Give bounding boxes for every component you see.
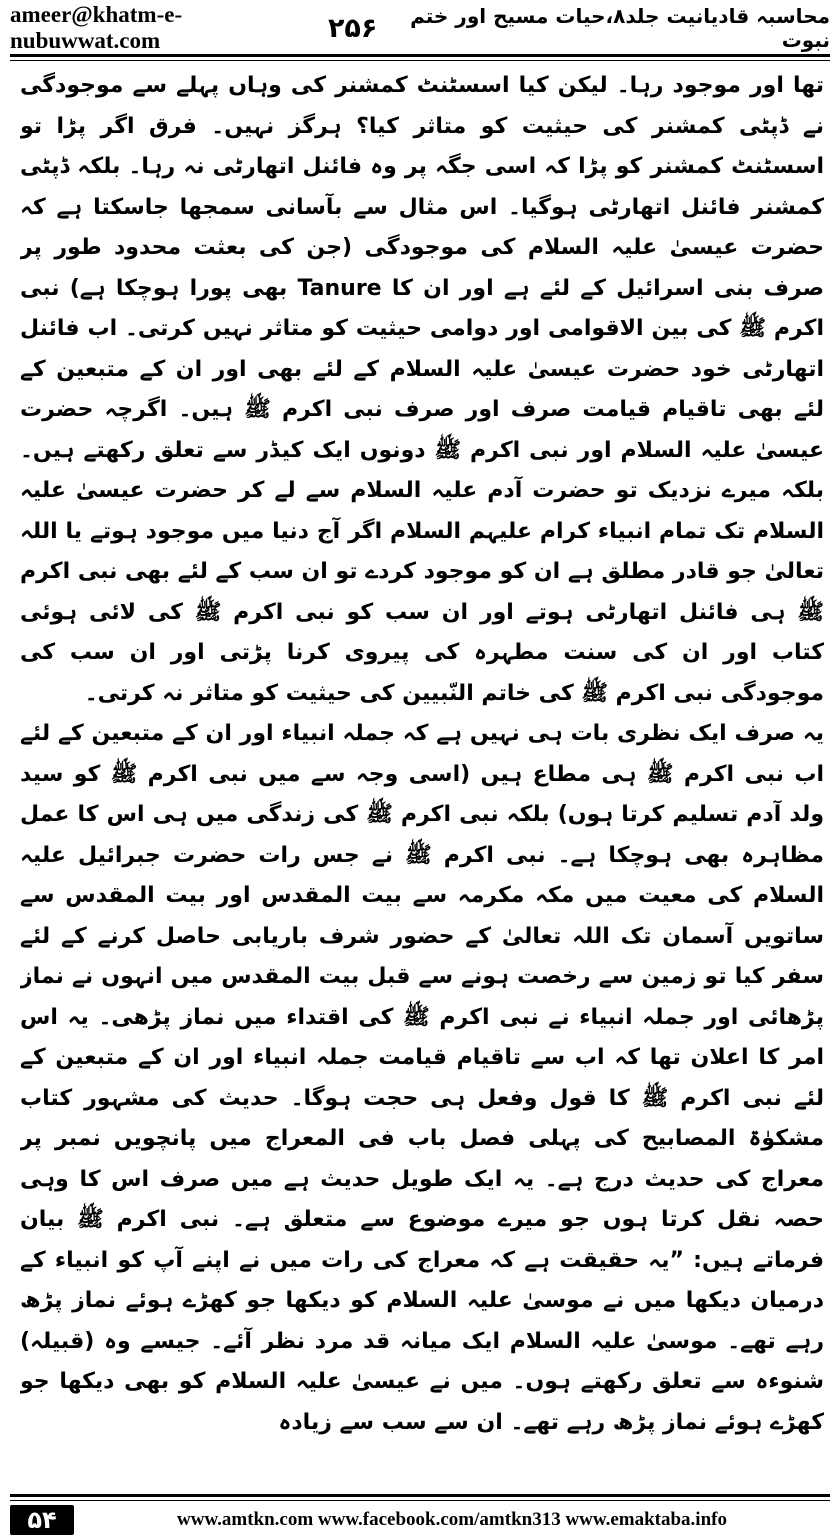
paragraph-2: یہ صرف ایک نظری بات ہی نہیں ہے کہ جملہ انبیاء اور ان کے متبعین کے لئے اب نبی اکرم ﷺ ہی مطاع ہیں (اسی وجہ سے میں نبی اکرم ﷺ کو سید ولد آدم تسلیم کرتا ہوں) بلکہ نبی اکرم ﷺ کی زندگی میں ہی اس کا عمل مظاہرہ بھی ہوچکا ہے۔ نبی اکرم ﷺ نے جس رات حضرت جبرائیل علیہ السلام کی معیت میں مکہ مکرمہ سے بیت المقدس اور بیت المقدس سے ساتویں آسمان تک اللہ تعالیٰ کے حضور شرف باریابی حاصل کرنے کے لئے سفر کیا تو زمین سے رخصت ہونے سے قبل بیت المقدس میں انہوں نے نماز پڑھائی اور جملہ انبیاء نے نبی اکرم ﷺ کی اقتداء میں نماز پڑھی۔ یہ اس امر کا اعلان تھا کہ اب سے تاقیام قیامت جملہ انبیاء اور ان کے متبعین کے لئے نبی اکرم ﷺ کا قول وفعل ہی حجت ہوگا۔ حدیث کی مشہور کتاب مشکوٰۃ المصابیح کی پہلی فصل باب فی المعراج میں پانچویں نمبر پر معراج کی حدیث درج ہے۔ یہ ایک طویل حدیث ہے میں صرف اس کا وہی حصہ نقل کرتا ہوں جو میرے موضوع سے متعلق ہے۔ نبی اکرم ﷺ بیان فرماتے ہیں: ”یہ حقیقت ہے کہ معراج کی رات میں نے اپنے آپ کو انبیاء کے درمیان دیکھا میں نے موسیٰ علیہ السلام کو دیکھا جو کھڑے ہوئے نماز پڑھ رہے تھے۔ موسیٰ علیہ السلام ایک میانہ قد مرد نظر آئے۔ جیسے وہ (قبیلہ) شنوءہ سے تعلق رکھتے ہوں۔ میں نے عیسیٰ علیہ السلام کو بھی دیکھا جو کھڑے ہوئے نماز پڑھ رہے تھے۔ ان سے سب سے زیادہ xyxy=(20,721,824,1435)
paragraph-1: تھا اور موجود رہا۔ لیکن کیا اسسٹنٹ کمشنر کی وہاں پہلے سے موجودگی نے ڈپٹی کمشنر کی حیثیت کو متاثر کیا؟ ہرگز نہیں۔ فرق اگر پڑا تو اسسٹنٹ کمشنر کو پڑا کہ اسی جگہ پر وہ فائنل اتھارٹی نہ رہا۔ بلکہ ڈپٹی کمشنر فائنل اتھارٹی ہوگیا۔ اس مثال سے بآسانی سمجھا جاسکتا ہے کہ حضرت عیسیٰ علیہ السلام کی موجودگی (جن کی بعثت محدود طور پر صرف بنی اسرائیل کے لئے ہے اور ان کا Tanure بھی پورا ہوچکا ہے) نبی اکرم ﷺ کی بین الاقوامی اور دوامی حیثیت کو متاثر نہیں کرتی۔ اب فائنل اتھارٹی خود حضرت عیسیٰ علیہ السلام کے لئے بھی اور ان کے متبعین کے لئے بھی تاقیام قیامت صرف اور صرف نبی اکرم ﷺ ہیں۔ اگرچہ حضرت عیسیٰ علیہ السلام اور نبی اکرم ﷺ دونوں ایک کیڈر سے تعلق رکھتے ہیں۔ بلکہ میرے نزدیک تو حضرت آدم علیہ السلام سے لے کر حضرت عیسیٰ علیہ السلام تک تمام انبیاء کرام علیہم السلام اگر آج دنیا میں موجود ہوتے یا اللہ تعالیٰ جو قادر مطلق ہے ان کو موجود کردے تو ان سب کے لئے بھی نبی اکرم ﷺ ہی فائنل اتھارٹی ہوتے اور ان سب کو نبی اکرم ﷺ کی لائی ہوئی کتاب اور ان کی سنت مطہرہ کی پیروی کرنا پڑتی اور ان سب کی موجودگی نبی اکرم ﷺ کی خاتم النّبیین کی حیثیت کو متاثر نہ کرتی۔ xyxy=(20,73,824,706)
page-number: ۲۵۶ xyxy=(327,12,378,44)
footer-rule xyxy=(10,1494,830,1501)
page-footer xyxy=(10,1504,830,1536)
book-title: محاسبہ قادیانیت جلد۸،حیات مسیح اور ختم نبوت xyxy=(410,4,830,52)
header-left xyxy=(10,2,377,54)
header-rule xyxy=(10,54,830,61)
page-header xyxy=(10,2,830,53)
header-email[interactable]: ameer@khatm-e-nubuwwat.com xyxy=(10,2,183,53)
page-body xyxy=(20,66,824,1484)
footer-links[interactable]: www.amtkn.com www.facebook.com/amtkn313 www.emaktaba.info xyxy=(177,1509,727,1530)
folio-number: ۵۴ xyxy=(10,1505,74,1535)
